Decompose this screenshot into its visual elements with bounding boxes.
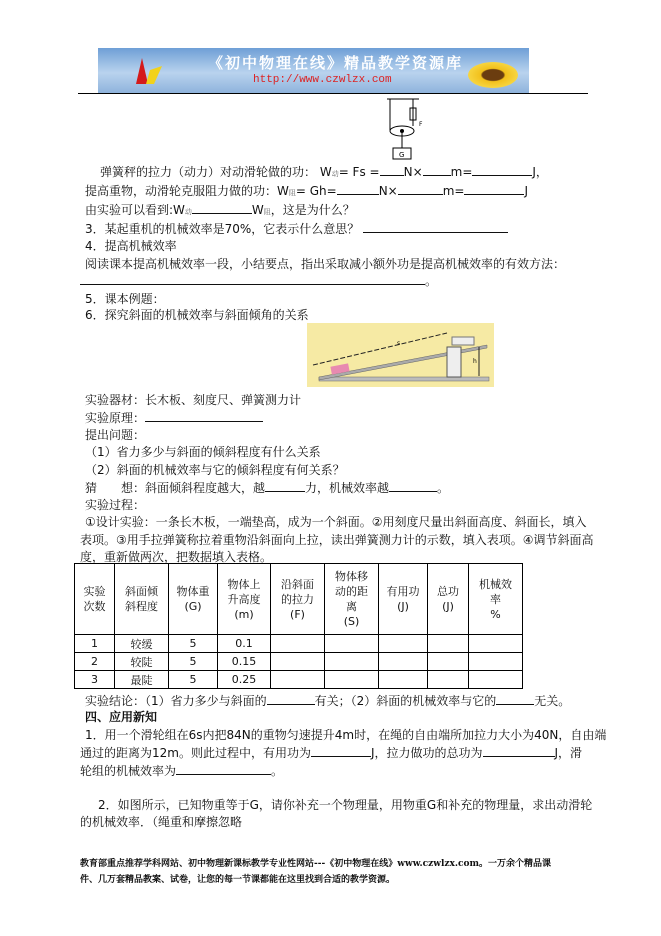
footer-line: 教育部重点推荐学科网站、初中物理新课标教学专业性网站---《初中物理在线》www.czwlzx.com。一万余个精品课 bbox=[80, 859, 552, 869]
table-cell[interactable] bbox=[325, 671, 379, 689]
table-cell[interactable] bbox=[325, 635, 379, 653]
question-4-text: 阅读课本提高机械效率一段，小结要点，指出采取减小额外功是提高机械效率的有效方法： bbox=[85, 257, 566, 271]
table-cell: 0.25 bbox=[218, 671, 271, 689]
table-cell: 5 bbox=[169, 653, 218, 671]
work-input-line bbox=[100, 163, 548, 182]
column-header: 物体重 (G) bbox=[169, 564, 218, 635]
blank[interactable] bbox=[363, 220, 508, 233]
blank[interactable] bbox=[483, 744, 555, 757]
footer-line: 件、几万套精品教案、试卷，让您的每一节课都能在这里找到合适的教学资源。 bbox=[80, 875, 396, 885]
force-label: F bbox=[419, 121, 423, 128]
column-header: 总功 (J) bbox=[428, 564, 469, 635]
banner-url: http://www.czwlzx.com bbox=[253, 74, 392, 86]
blank[interactable] bbox=[423, 163, 451, 176]
table-cell[interactable] bbox=[469, 653, 523, 671]
text: J，滑 bbox=[554, 746, 583, 760]
subscript: 动 bbox=[331, 170, 339, 178]
text: 无关。 bbox=[534, 694, 571, 708]
incline-diagram bbox=[307, 323, 494, 387]
blank[interactable] bbox=[337, 182, 379, 195]
problem-1-line2 bbox=[80, 744, 582, 761]
question-5: 5．课本例题： bbox=[85, 292, 165, 306]
s-label: s bbox=[397, 340, 401, 347]
pulley-diagram bbox=[375, 96, 435, 162]
table-cell[interactable] bbox=[428, 635, 469, 653]
column-header: 物体上 升高度 (m) bbox=[218, 564, 271, 635]
text: = Gh= bbox=[295, 184, 337, 198]
subscript: 阻 bbox=[288, 189, 296, 197]
research-question-1: （1）省力多少与斜面的倾斜程度有什么关系 bbox=[85, 445, 321, 459]
text: 3．某起重机的机械效率是70%，它表示什么意思？ bbox=[85, 222, 360, 236]
text: 有关；（2）斜面的机械效率与它的 bbox=[314, 694, 497, 708]
text: 通过的距离为12m。则此过程中，有用功为 bbox=[80, 746, 311, 760]
blank[interactable] bbox=[398, 182, 443, 195]
principle bbox=[85, 409, 263, 426]
text: J bbox=[524, 184, 529, 198]
blank[interactable] bbox=[80, 272, 425, 285]
problem-2-line2: 的机械效率．（绳重和摩擦忽略 bbox=[80, 815, 243, 829]
table-cell: 5 bbox=[169, 635, 218, 653]
table-cell[interactable] bbox=[271, 653, 325, 671]
table-cell[interactable] bbox=[428, 653, 469, 671]
work-output-line bbox=[85, 182, 528, 201]
question-4: 4．提高机械效率 bbox=[85, 239, 177, 253]
text: 实验结论：（1）省力多少与斜面的 bbox=[85, 694, 267, 708]
text: m= bbox=[450, 165, 473, 179]
comparison-line bbox=[85, 201, 355, 220]
subscript: 动 bbox=[184, 208, 192, 216]
table-cell: 0.1 bbox=[218, 635, 271, 653]
text: 提高重物，动滑轮克服阻力做的功：W bbox=[85, 184, 289, 198]
process-step: ①设计实验：一条长木板，一端垫高，成为一个斜面。②用刻度尺量出斜面高度、斜面长，填入 bbox=[85, 515, 587, 529]
column-header: 有用功 (J) bbox=[379, 564, 428, 635]
site-banner bbox=[98, 48, 529, 93]
question-3 bbox=[85, 220, 508, 237]
table-cell[interactable] bbox=[325, 653, 379, 671]
text: 。 bbox=[425, 274, 438, 288]
table-row bbox=[75, 653, 523, 671]
research-question-2: （2）斜面的机械效率与它的倾斜程度有何关系？ bbox=[85, 463, 345, 477]
text: J， bbox=[532, 165, 548, 179]
blank[interactable] bbox=[176, 762, 271, 775]
text: N× bbox=[403, 165, 423, 179]
header-divider bbox=[78, 93, 588, 94]
banner-title: 《初中物理在线》精品教学资源库 bbox=[208, 54, 464, 72]
process-title: 实验过程： bbox=[85, 498, 146, 512]
problem-1-line3 bbox=[80, 762, 283, 779]
table-cell: 较缓 bbox=[115, 635, 169, 653]
question-6: 6．探究斜面的机械效率与斜面倾角的关系 bbox=[85, 308, 309, 322]
blank[interactable] bbox=[496, 692, 534, 705]
table-cell[interactable] bbox=[379, 671, 428, 689]
text: 弹簧秤的拉力（动力）对动滑轮做的功： W bbox=[100, 165, 332, 179]
text: 轮组的机械效率为 bbox=[80, 764, 177, 778]
process-step: 度，重新做两次，把数据填入表格。 bbox=[80, 550, 273, 564]
text: W bbox=[251, 203, 264, 217]
column-header: 沿斜面 的拉力 (F) bbox=[271, 564, 325, 635]
subscript: 阻 bbox=[263, 208, 271, 216]
table-cell: 2 bbox=[75, 653, 115, 671]
blank[interactable] bbox=[464, 182, 524, 195]
blank[interactable] bbox=[267, 692, 315, 705]
blank[interactable] bbox=[472, 163, 532, 176]
table-header-row bbox=[75, 564, 523, 635]
column-header: 斜面倾 斜程度 bbox=[115, 564, 169, 635]
table-cell[interactable] bbox=[271, 671, 325, 689]
text: 。 bbox=[271, 764, 284, 778]
hypothesis bbox=[85, 479, 449, 496]
text: = Fs = bbox=[338, 165, 380, 179]
data-table bbox=[74, 563, 523, 689]
table-cell[interactable] bbox=[271, 635, 325, 653]
table-cell: 3 bbox=[75, 671, 115, 689]
text: ，这是为什么？ bbox=[270, 203, 355, 217]
section-title: 四、应用新知 bbox=[85, 710, 158, 724]
text: J，拉力做功的总功为 bbox=[370, 746, 483, 760]
materials: 实验器材：长木板、刻度尺、弹簧测力计 bbox=[85, 393, 302, 407]
blank[interactable] bbox=[311, 744, 371, 757]
blank[interactable] bbox=[192, 201, 252, 214]
conclusion bbox=[85, 692, 570, 709]
text: N× bbox=[378, 184, 398, 198]
sunflower-image bbox=[468, 62, 518, 88]
blank[interactable] bbox=[389, 479, 437, 492]
problem-2: 2．如图所示，已知物重等于G，请你补充一个物理量，用物重G和补充的物理量，求出动滑轮 bbox=[98, 798, 593, 812]
h-label: h bbox=[473, 358, 477, 365]
table-cell[interactable] bbox=[379, 653, 428, 671]
table-cell: 5 bbox=[169, 671, 218, 689]
table-cell: 1 bbox=[75, 635, 115, 653]
text: m= bbox=[442, 184, 465, 198]
column-header: 机械效 率 % bbox=[469, 564, 523, 635]
text: 猜 想：斜面倾斜程度越大，越 bbox=[85, 481, 266, 495]
text: 实验原理： bbox=[85, 411, 146, 425]
blank[interactable] bbox=[145, 409, 263, 422]
text: 由实验可以看到:W bbox=[85, 203, 185, 217]
text: 力，机械效率越 bbox=[305, 481, 390, 495]
problem-1: 1．用一个滑轮组在6s内把84N的重物匀速提升4m时，在绳的自由端所加拉力大小为40N，自由端 bbox=[85, 728, 607, 742]
table-cell: 0.15 bbox=[218, 653, 271, 671]
table-cell[interactable] bbox=[469, 635, 523, 653]
weight-label: G bbox=[399, 151, 405, 159]
table-row bbox=[75, 671, 523, 689]
question-title: 提出问题： bbox=[85, 428, 146, 442]
answer-line bbox=[80, 272, 437, 289]
process-step: 表项。③用手拉弹簧称拉着重物沿斜面向上拉，读出弹簧测力计的示数，填入表项。④调节斜面高 bbox=[80, 533, 594, 547]
table-cell: 最陡 bbox=[115, 671, 169, 689]
column-header: 实验 次数 bbox=[75, 564, 115, 635]
text: 。 bbox=[437, 481, 450, 495]
column-header: 物体移 动的距 离 (S) bbox=[325, 564, 379, 635]
blank[interactable] bbox=[380, 163, 404, 176]
table-cell: 较陡 bbox=[115, 653, 169, 671]
table-cell[interactable] bbox=[469, 671, 523, 689]
table-cell[interactable] bbox=[428, 671, 469, 689]
table-cell[interactable] bbox=[379, 635, 428, 653]
table-row bbox=[75, 635, 523, 653]
blank[interactable] bbox=[265, 479, 305, 492]
site-logo-icon bbox=[128, 56, 168, 88]
